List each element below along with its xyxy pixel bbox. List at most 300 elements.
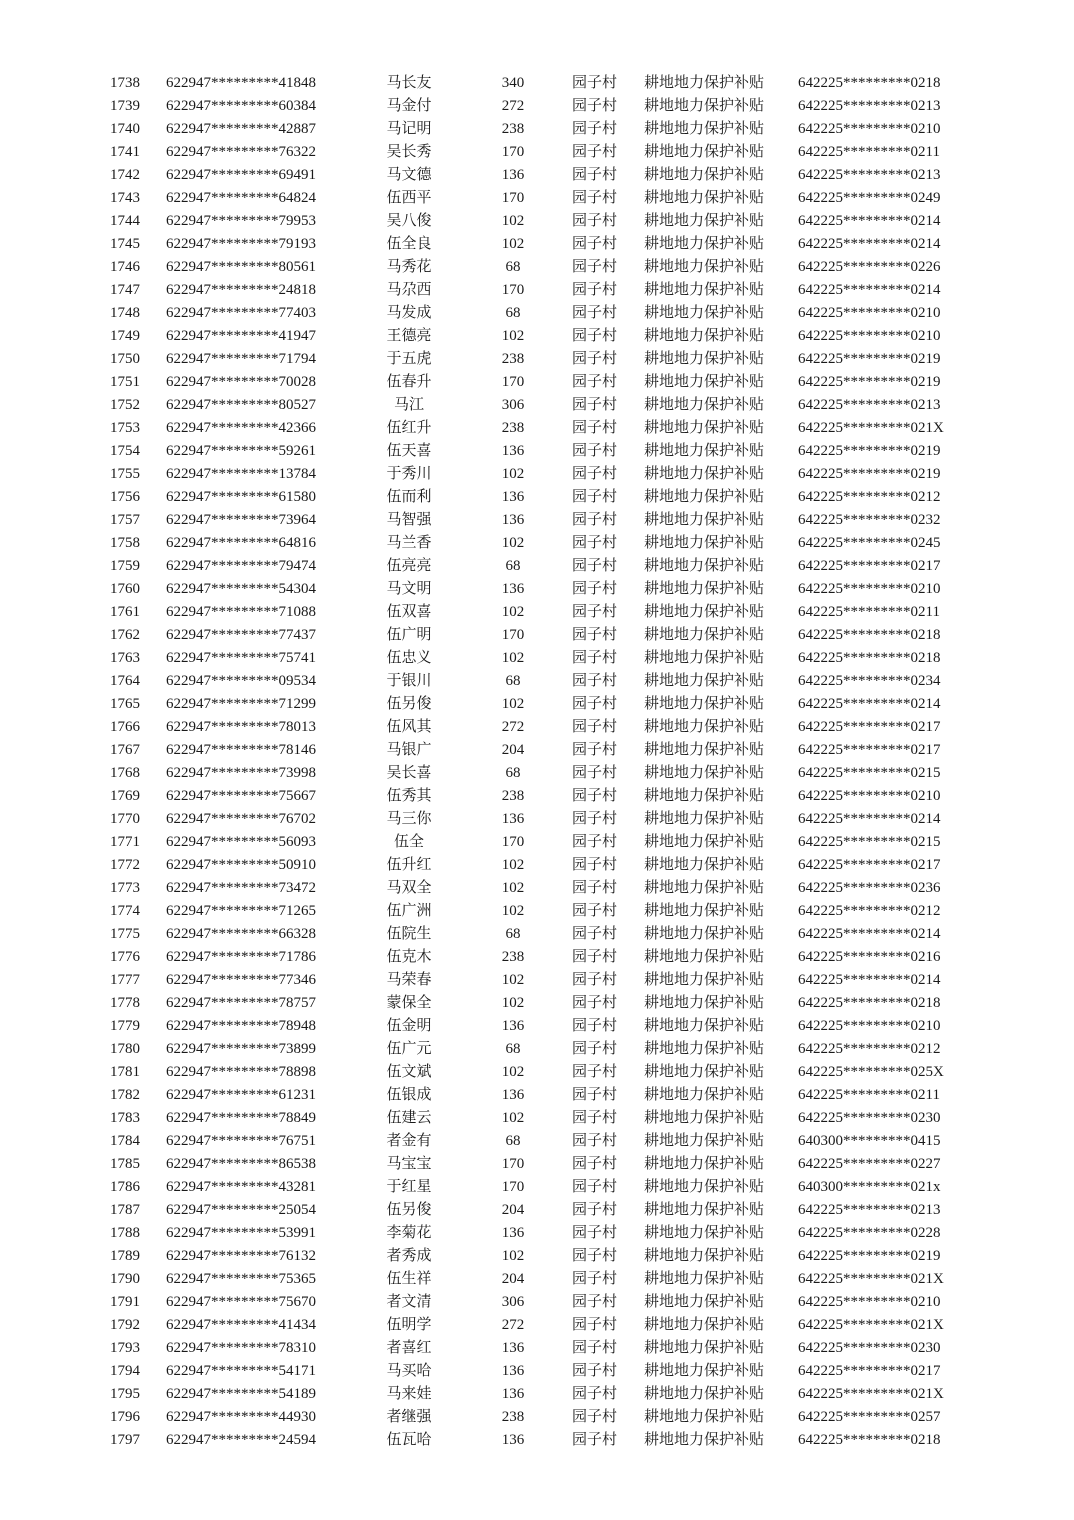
account-number: 622947*********61231 [166, 1087, 316, 1103]
table-row [0, 831, 1074, 854]
subsidy-item: 耕地地力保护补贴 [644, 788, 765, 804]
subsidy-item: 耕地地力保护补贴 [644, 719, 765, 735]
village-name: 园子村 [572, 351, 618, 367]
recipient-name: 李菊花 [386, 1225, 432, 1241]
village-name: 园子村 [572, 1340, 618, 1356]
account-number: 622947*********76702 [166, 811, 316, 827]
account-number: 622947*********73899 [166, 1041, 316, 1057]
village-name: 园子村 [572, 949, 618, 965]
village-name: 园子村 [572, 995, 618, 1011]
subsidy-item: 耕地地力保护补贴 [644, 1340, 765, 1356]
table-row [0, 1337, 1074, 1360]
village-name: 园子村 [572, 512, 618, 528]
subsidy-amount: 136 [501, 1018, 525, 1034]
subsidy-amount: 238 [501, 351, 525, 367]
recipient-name: 吴八俊 [386, 213, 432, 229]
table-row [0, 923, 1074, 946]
subsidy-item: 耕地地力保护补贴 [644, 880, 765, 896]
subsidy-item: 耕地地力保护补贴 [644, 236, 765, 252]
subsidy-item: 耕地地力保护补贴 [644, 1225, 765, 1241]
row-number: 1772 [110, 857, 140, 873]
subsidy-item: 耕地地力保护补贴 [644, 466, 765, 482]
id-number: 642225*********0210 [798, 305, 941, 321]
village-name: 园子村 [572, 1432, 618, 1448]
subsidy-amount: 204 [501, 1271, 525, 1287]
account-number: 622947*********61580 [166, 489, 316, 505]
village-name: 园子村 [572, 788, 618, 804]
subsidy-amount: 136 [501, 1432, 525, 1448]
recipient-name: 于银川 [386, 673, 432, 689]
subsidy-item: 耕地地力保护补贴 [644, 121, 765, 137]
subsidy-item: 耕地地力保护补贴 [644, 305, 765, 321]
village-name: 园子村 [572, 765, 618, 781]
id-number: 642225*********0211 [798, 604, 940, 620]
subsidy-amount: 136 [501, 1225, 525, 1241]
subsidy-item: 耕地地力保护补贴 [644, 903, 765, 919]
village-name: 园子村 [572, 236, 618, 252]
account-number: 622947*********78898 [166, 1064, 316, 1080]
account-number: 622947*********41434 [166, 1317, 316, 1333]
subsidy-item: 耕地地力保护补贴 [644, 1133, 765, 1149]
table-row [0, 1084, 1074, 1107]
account-number: 622947*********09534 [166, 673, 316, 689]
id-number: 642225*********021X [798, 420, 944, 436]
village-name: 园子村 [572, 1271, 618, 1287]
recipient-name: 马来娃 [386, 1386, 432, 1402]
account-number: 622947*********66328 [166, 926, 316, 942]
recipient-name: 伍瓦哈 [386, 1432, 432, 1448]
recipient-name: 伍全良 [386, 236, 432, 252]
recipient-name: 者继强 [386, 1409, 432, 1425]
village-name: 园子村 [572, 1156, 618, 1172]
recipient-name: 马三你 [386, 811, 432, 827]
table-row [0, 1429, 1074, 1452]
account-number: 622947*********78310 [166, 1340, 316, 1356]
table-row [0, 1199, 1074, 1222]
subsidy-amount: 102 [501, 857, 525, 873]
recipient-name: 马银广 [386, 742, 432, 758]
table-row [0, 693, 1074, 716]
subsidy-amount: 102 [501, 650, 525, 666]
id-number: 642225*********0210 [798, 1294, 941, 1310]
account-number: 622947*********42887 [166, 121, 316, 137]
id-number: 642225*********0214 [798, 282, 941, 298]
table-row [0, 992, 1074, 1015]
village-name: 园子村 [572, 259, 618, 275]
recipient-name: 马荣春 [386, 972, 432, 988]
account-number: 622947*********75741 [166, 650, 316, 666]
village-name: 园子村 [572, 282, 618, 298]
id-number: 642225*********0212 [798, 489, 941, 505]
subsidy-item: 耕地地力保护补贴 [644, 1271, 765, 1287]
id-number: 642225*********0230 [798, 1110, 941, 1126]
id-number: 642225*********0210 [798, 121, 941, 137]
table-row [0, 417, 1074, 440]
recipient-name: 伍全 [393, 834, 424, 850]
table-row [0, 1245, 1074, 1268]
village-name: 园子村 [572, 604, 618, 620]
village-name: 园子村 [572, 1179, 618, 1195]
table-row [0, 72, 1074, 95]
table-row [0, 1176, 1074, 1199]
row-number: 1748 [110, 305, 140, 321]
table-row [0, 877, 1074, 900]
subsidy-amount: 170 [501, 144, 525, 160]
village-name: 园子村 [572, 328, 618, 344]
subsidy-item: 耕地地力保护补贴 [644, 926, 765, 942]
subsidy-amount: 170 [501, 627, 525, 643]
recipient-name: 伍院生 [386, 926, 432, 942]
row-number: 1761 [110, 604, 140, 620]
table-row [0, 1383, 1074, 1406]
account-number: 622947*********42366 [166, 420, 316, 436]
account-number: 622947*********75670 [166, 1294, 316, 1310]
row-number: 1783 [110, 1110, 140, 1126]
subsidy-item: 耕地地力保护补贴 [644, 673, 765, 689]
account-number: 622947*********76132 [166, 1248, 316, 1264]
village-name: 园子村 [572, 1087, 618, 1103]
recipient-name: 伍另俊 [386, 1202, 432, 1218]
account-number: 622947*********60384 [166, 98, 316, 114]
table-row [0, 1360, 1074, 1383]
subsidy-amount: 68 [505, 673, 521, 689]
recipient-name: 马秀花 [386, 259, 432, 275]
village-name: 园子村 [572, 144, 618, 160]
subsidy-item: 耕地地力保护补贴 [644, 857, 765, 873]
subsidy-item: 耕地地力保护补贴 [644, 351, 765, 367]
account-number: 622947*********78948 [166, 1018, 316, 1034]
account-number: 622947*********78146 [166, 742, 316, 758]
id-number: 642225*********0249 [798, 190, 941, 206]
id-number: 642225*********0219 [798, 443, 941, 459]
account-number: 622947*********78757 [166, 995, 316, 1011]
table-row [0, 233, 1074, 256]
subsidy-amount: 68 [505, 1133, 521, 1149]
village-name: 园子村 [572, 190, 618, 206]
row-number: 1763 [110, 650, 140, 666]
village-name: 园子村 [572, 627, 618, 643]
recipient-name: 于秀川 [386, 466, 432, 482]
subsidy-amount: 170 [501, 374, 525, 390]
id-number: 642225*********0210 [798, 1018, 941, 1034]
subsidy-amount: 102 [501, 903, 525, 919]
subsidy-amount: 68 [505, 305, 521, 321]
recipient-name: 马金付 [386, 98, 432, 114]
subsidy-amount: 102 [501, 1248, 525, 1264]
subsidy-amount: 306 [501, 1294, 525, 1310]
row-number: 1780 [110, 1041, 140, 1057]
subsidy-amount: 306 [501, 397, 525, 413]
recipient-name: 伍红升 [386, 420, 432, 436]
row-number: 1747 [110, 282, 140, 298]
row-number: 1759 [110, 558, 140, 574]
table-row [0, 1061, 1074, 1084]
table-row [0, 762, 1074, 785]
subsidy-amount: 102 [501, 213, 525, 229]
subsidy-amount: 102 [501, 236, 525, 252]
row-number: 1738 [110, 75, 140, 91]
id-number: 642225*********0214 [798, 696, 941, 712]
row-number: 1778 [110, 995, 140, 1011]
village-name: 园子村 [572, 1064, 618, 1080]
row-number: 1767 [110, 742, 140, 758]
village-name: 园子村 [572, 1225, 618, 1241]
account-number: 622947*********54171 [166, 1363, 316, 1379]
recipient-name: 伍秀其 [386, 788, 432, 804]
id-number: 642225*********0217 [798, 742, 941, 758]
village-name: 园子村 [572, 1248, 618, 1264]
id-number: 642225*********0212 [798, 1041, 941, 1057]
id-number: 642225*********0211 [798, 1087, 940, 1103]
subsidy-amount: 170 [501, 282, 525, 298]
account-number: 622947*********50910 [166, 857, 316, 873]
account-number: 622947*********54304 [166, 581, 316, 597]
recipient-name: 伍亮亮 [386, 558, 432, 574]
table-row [0, 394, 1074, 417]
village-name: 园子村 [572, 75, 618, 91]
id-number: 642225*********0214 [798, 213, 941, 229]
village-name: 园子村 [572, 742, 618, 758]
row-number: 1751 [110, 374, 140, 390]
recipient-name: 马宝宝 [386, 1156, 432, 1172]
subsidy-item: 耕地地力保护补贴 [644, 834, 765, 850]
row-number: 1793 [110, 1340, 140, 1356]
village-name: 园子村 [572, 857, 618, 873]
row-number: 1792 [110, 1317, 140, 1333]
row-number: 1743 [110, 190, 140, 206]
id-number: 642225*********0210 [798, 788, 941, 804]
account-number: 622947*********76322 [166, 144, 316, 160]
id-number: 640300*********021x [798, 1179, 941, 1195]
row-number: 1784 [110, 1133, 140, 1149]
row-number: 1749 [110, 328, 140, 344]
recipient-name: 吴长秀 [386, 144, 432, 160]
account-number: 622947*********54189 [166, 1386, 316, 1402]
subsidy-amount: 204 [501, 742, 525, 758]
subsidy-table [0, 72, 1074, 1452]
recipient-name: 伍广明 [386, 627, 432, 643]
account-number: 622947*********73472 [166, 880, 316, 896]
account-number: 622947*********79953 [166, 213, 316, 229]
subsidy-item: 耕地地力保护补贴 [644, 581, 765, 597]
table-row [0, 946, 1074, 969]
account-number: 622947*********77346 [166, 972, 316, 988]
id-number: 642225*********0214 [798, 811, 941, 827]
subsidy-item: 耕地地力保护补贴 [644, 328, 765, 344]
village-name: 园子村 [572, 650, 618, 666]
account-number: 622947*********69491 [166, 167, 316, 183]
subsidy-amount: 102 [501, 880, 525, 896]
table-row [0, 187, 1074, 210]
id-number: 642225*********0213 [798, 1202, 941, 1218]
village-name: 园子村 [572, 719, 618, 735]
account-number: 622947*********70028 [166, 374, 316, 390]
id-number: 642225*********0215 [798, 765, 941, 781]
subsidy-item: 耕地地力保护补贴 [644, 535, 765, 551]
subsidy-item: 耕地地力保护补贴 [644, 259, 765, 275]
subsidy-item: 耕地地力保护补贴 [644, 374, 765, 390]
account-number: 622947*********80561 [166, 259, 316, 275]
id-number: 640300*********0415 [798, 1133, 941, 1149]
recipient-name: 伍银成 [386, 1087, 432, 1103]
id-number: 642225*********0218 [798, 650, 941, 666]
table-row [0, 302, 1074, 325]
row-number: 1794 [110, 1363, 140, 1379]
subsidy-item: 耕地地力保护补贴 [644, 972, 765, 988]
row-number: 1756 [110, 489, 140, 505]
subsidy-item: 耕地地力保护补贴 [644, 75, 765, 91]
subsidy-amount: 68 [505, 259, 521, 275]
subsidy-amount: 136 [501, 167, 525, 183]
subsidy-item: 耕地地力保护补贴 [644, 144, 765, 160]
village-name: 园子村 [572, 811, 618, 827]
subsidy-amount: 238 [501, 121, 525, 137]
row-number: 1795 [110, 1386, 140, 1402]
table-row [0, 1314, 1074, 1337]
subsidy-item: 耕地地力保护补贴 [644, 1179, 765, 1195]
table-row [0, 532, 1074, 555]
table-row [0, 601, 1074, 624]
id-number: 642225*********0219 [798, 466, 941, 482]
subsidy-item: 耕地地力保护补贴 [644, 98, 765, 114]
recipient-name: 马尕西 [386, 282, 432, 298]
subsidy-amount: 102 [501, 604, 525, 620]
village-name: 园子村 [572, 1018, 618, 1034]
recipient-name: 伍金明 [386, 1018, 432, 1034]
table-row [0, 1015, 1074, 1038]
subsidy-amount: 102 [501, 535, 525, 551]
row-number: 1790 [110, 1271, 140, 1287]
id-number: 642225*********0230 [798, 1340, 941, 1356]
row-number: 1765 [110, 696, 140, 712]
row-number: 1770 [110, 811, 140, 827]
account-number: 622947*********79193 [166, 236, 316, 252]
subsidy-amount: 136 [501, 512, 525, 528]
id-number: 642225*********0211 [798, 144, 940, 160]
recipient-name: 伍明学 [386, 1317, 432, 1333]
row-number: 1769 [110, 788, 140, 804]
subsidy-amount: 102 [501, 466, 525, 482]
subsidy-item: 耕地地力保护补贴 [644, 811, 765, 827]
subsidy-amount: 204 [501, 1202, 525, 1218]
village-name: 园子村 [572, 1363, 618, 1379]
table-row [0, 371, 1074, 394]
recipient-name: 于五虎 [386, 351, 432, 367]
table-row [0, 1406, 1074, 1429]
table-row [0, 900, 1074, 923]
recipient-name: 伍升红 [386, 857, 432, 873]
village-name: 园子村 [572, 535, 618, 551]
account-number: 622947*********75365 [166, 1271, 316, 1287]
account-number: 622947*********53991 [166, 1225, 316, 1241]
table-row [0, 716, 1074, 739]
table-row [0, 647, 1074, 670]
id-number: 642225*********0218 [798, 75, 941, 91]
recipient-name: 者喜红 [386, 1340, 432, 1356]
row-number: 1779 [110, 1018, 140, 1034]
village-name: 园子村 [572, 903, 618, 919]
subsidy-item: 耕地地力保护补贴 [644, 489, 765, 505]
village-name: 园子村 [572, 397, 618, 413]
id-number: 642225*********021X [798, 1386, 944, 1402]
subsidy-amount: 238 [501, 420, 525, 436]
subsidy-item: 耕地地力保护补贴 [644, 1248, 765, 1264]
table-row [0, 555, 1074, 578]
village-name: 园子村 [572, 972, 618, 988]
id-number: 642225*********0214 [798, 236, 941, 252]
village-name: 园子村 [572, 374, 618, 390]
subsidy-amount: 68 [505, 1041, 521, 1057]
subsidy-item: 耕地地力保护补贴 [644, 1363, 765, 1379]
id-number: 642225*********0216 [798, 949, 941, 965]
recipient-name: 伍天喜 [386, 443, 432, 459]
row-number: 1762 [110, 627, 140, 643]
recipient-name: 马双全 [386, 880, 432, 896]
subsidy-amount: 136 [501, 1363, 525, 1379]
subsidy-item: 耕地地力保护补贴 [644, 696, 765, 712]
subsidy-item: 耕地地力保护补贴 [644, 1386, 765, 1402]
subsidy-amount: 102 [501, 972, 525, 988]
table-row [0, 210, 1074, 233]
subsidy-item: 耕地地力保护补贴 [644, 1110, 765, 1126]
subsidy-amount: 136 [501, 1340, 525, 1356]
account-number: 622947*********71794 [166, 351, 316, 367]
row-number: 1758 [110, 535, 140, 551]
row-number: 1773 [110, 880, 140, 896]
subsidy-amount: 170 [501, 834, 525, 850]
recipient-name: 马长友 [386, 75, 432, 91]
row-number: 1755 [110, 466, 140, 482]
id-number: 642225*********0215 [798, 834, 941, 850]
village-name: 园子村 [572, 213, 618, 229]
village-name: 园子村 [572, 1041, 618, 1057]
table-row [0, 1107, 1074, 1130]
subsidy-amount: 170 [501, 1156, 525, 1172]
village-name: 园子村 [572, 420, 618, 436]
recipient-name: 者金有 [386, 1133, 432, 1149]
subsidy-item: 耕地地力保护补贴 [644, 742, 765, 758]
account-number: 622947*********77403 [166, 305, 316, 321]
village-name: 园子村 [572, 673, 618, 689]
subsidy-amount: 170 [501, 1179, 525, 1195]
table-row [0, 348, 1074, 371]
subsidy-item: 耕地地力保护补贴 [644, 949, 765, 965]
subsidy-amount: 238 [501, 1409, 525, 1425]
subsidy-amount: 170 [501, 190, 525, 206]
account-number: 622947*********86538 [166, 1156, 316, 1172]
account-number: 622947*********73964 [166, 512, 316, 528]
id-number: 642225*********0234 [798, 673, 941, 689]
account-number: 622947*********56093 [166, 834, 316, 850]
row-number: 1782 [110, 1087, 140, 1103]
village-name: 园子村 [572, 558, 618, 574]
table-row [0, 670, 1074, 693]
row-number: 1789 [110, 1248, 140, 1264]
table-row [0, 854, 1074, 877]
subsidy-amount: 136 [501, 443, 525, 459]
subsidy-amount: 238 [501, 788, 525, 804]
id-number: 642225*********0214 [798, 972, 941, 988]
table-row [0, 1291, 1074, 1314]
recipient-name: 马记明 [386, 121, 432, 137]
account-number: 622947*********71299 [166, 696, 316, 712]
subsidy-amount: 102 [501, 328, 525, 344]
account-number: 622947*********77437 [166, 627, 316, 643]
row-number: 1797 [110, 1432, 140, 1448]
id-number: 642225*********0217 [798, 719, 941, 735]
table-row [0, 463, 1074, 486]
recipient-name: 马文明 [386, 581, 432, 597]
